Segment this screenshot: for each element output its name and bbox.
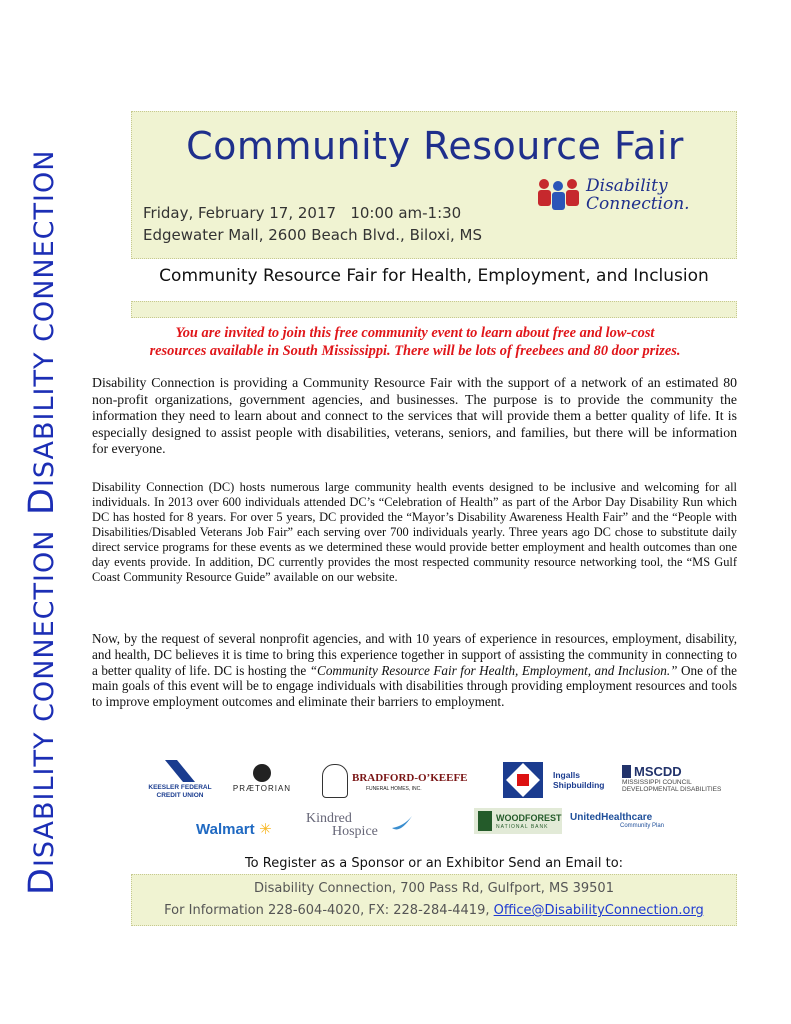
- bradford-sub: FUNERAL HOMES, INC.: [366, 786, 422, 792]
- invitation-line-1: You are invited to join this free community event to learn about free and low-cost: [175, 325, 655, 341]
- praetorian-name: PRÆTORIAN: [232, 784, 292, 793]
- sponsor-keesler-logo: [140, 760, 220, 800]
- sponsor-uhc-logo: [570, 812, 680, 829]
- mississippi-state-icon: [622, 765, 631, 778]
- event-date: Friday, February 17, 2017 10:00 am-1:30: [143, 204, 462, 222]
- keesler-sub: CREDIT UNION: [156, 792, 204, 799]
- paragraph-goals-a: Now, by the request of several nonprofit agencies, and with 10 years of experience in resources, employment, disability, and health, DC believes it is time to bring this experience together in support of assisting the community in connecting to a better quality of life. DC is hosting the: [92, 631, 737, 678]
- paragraph-goals-b: One of the main goals of this event will be to engage individuals with disabilities through providing employment resources and tools to improve employment outcomes and eliminate their barriers to employment.: [92, 662, 737, 710]
- side-banner-bottom-text: ISABILITY CONNECTION: [29, 529, 60, 868]
- logo-text-2: Connection.: [586, 194, 690, 214]
- disability-connection-logo: [534, 176, 694, 216]
- sponsor-kindred-logo: [306, 812, 416, 838]
- seal-icon: [322, 764, 348, 798]
- swoosh-icon: [390, 814, 414, 836]
- mscdd-line-2: DEVELOPMENTAL DISABILITIES: [622, 786, 722, 793]
- header-panel: [131, 111, 737, 259]
- woodforest-name: WOODFOREST: [496, 813, 562, 823]
- email-link[interactable]: Office@DisabilityConnection.org: [493, 903, 704, 918]
- bradford-name: BRADFORD-O’KEEFE: [352, 772, 468, 784]
- flag-icon: [503, 762, 543, 798]
- logo-text-1: Disability: [586, 176, 668, 196]
- people-icon: [534, 176, 582, 216]
- sponsor-woodforest-logo: [474, 808, 562, 834]
- invitation-text: [95, 324, 735, 360]
- ingalls-sub: Shipbuilding: [553, 780, 605, 790]
- keesler-name: KEESLER FEDERAL: [148, 784, 212, 791]
- keesler-mark-icon: [165, 760, 195, 782]
- event-subtitle: Community Resource Fair for Health, Employment, and Inclusion: [159, 266, 709, 286]
- walmart-name: Walmart: [196, 821, 255, 838]
- helmet-icon: [253, 764, 271, 782]
- side-banner-top-initial: D: [22, 487, 62, 515]
- side-banner-top-text: ISABILITY CONNECTION: [29, 149, 60, 488]
- page-title: Community Resource Fair: [186, 124, 684, 168]
- woodforest-sub: NATIONAL BANK: [496, 824, 549, 830]
- paragraph-goals: [92, 631, 737, 710]
- uhc-name: UnitedHealthcare: [570, 812, 653, 823]
- contact-phone-fax: For Information 228-604-4020, FX: 228-284-4419,: [164, 903, 494, 918]
- ingalls-name: Ingalls: [553, 770, 580, 780]
- kindred-sub: Hospice: [332, 824, 378, 839]
- event-location: Edgewater Mall, 2600 Beach Blvd., Biloxi, MS: [143, 226, 482, 244]
- sponsor-walmart-logo: [196, 820, 291, 839]
- sponsor-praetorian-logo: [232, 764, 292, 793]
- contact-footer: [131, 874, 737, 926]
- side-banner-bottom-initial: D: [22, 867, 62, 895]
- uhc-sub: Community Plan: [620, 823, 665, 829]
- sponsor-mscdd-logo: [622, 764, 722, 793]
- paragraph-goals-event-name: “Community Resource Fair for Health, Employment, and Inclusion.”: [309, 662, 678, 678]
- divider-bar: [131, 301, 737, 318]
- kindred-name: Kindred: [306, 811, 352, 826]
- mscdd-line-1: MISSISSIPPI COUNCIL: [622, 779, 692, 786]
- mscdd-name: MSCDD: [634, 764, 682, 779]
- paragraph-purpose: Disability Connection is providing a Community Resource Fair with the support of a network of an estimated 80 non-profit organizations, government agencies, and businesses. The purpose is to provide the community the information they need to learn about and connect to the services that will provide them a better quality of life. It is especially designed to assist people with disabilities, veterans, seniors, and families, but there will be information for everyone.: [92, 375, 737, 456]
- register-heading: To Register as a Sponsor or an Exhibitor Send an Email to:: [244, 856, 624, 871]
- paragraph-history: Disability Connection (DC) hosts numerous large community health events designed to be inclusive and welcoming for all individuals. In 2013 over 600 individuals attended DC’s “Celebration of Health” as part of the Arbor Day Disability Run which DC has hosted for 8 years. For over 5 years, DC provided the “Mayor’s Disability Awareness Health Fair” and the “People with Disabilities/Disabled Veterans Job Fair” each serving over 700 individuals yearly. Three years ago DC chose to substitute daily direct service programs for these events as we determined these would provide better employment and health outcomes than one day events provide. In addition, DC currently provides the most respected community resource networking tool, the “MS Gulf Coast Community Resource Guide” available on our website.: [92, 480, 737, 584]
- contact-address: Disability Connection, 700 Pass Rd, Gulfport, MS 39501: [254, 881, 614, 896]
- invitation-line-2: resources available in South Mississippi. There will be lots of freebees and 80 door prizes.: [149, 343, 681, 359]
- tree-icon: [478, 811, 492, 831]
- spark-icon: ✳: [259, 821, 272, 838]
